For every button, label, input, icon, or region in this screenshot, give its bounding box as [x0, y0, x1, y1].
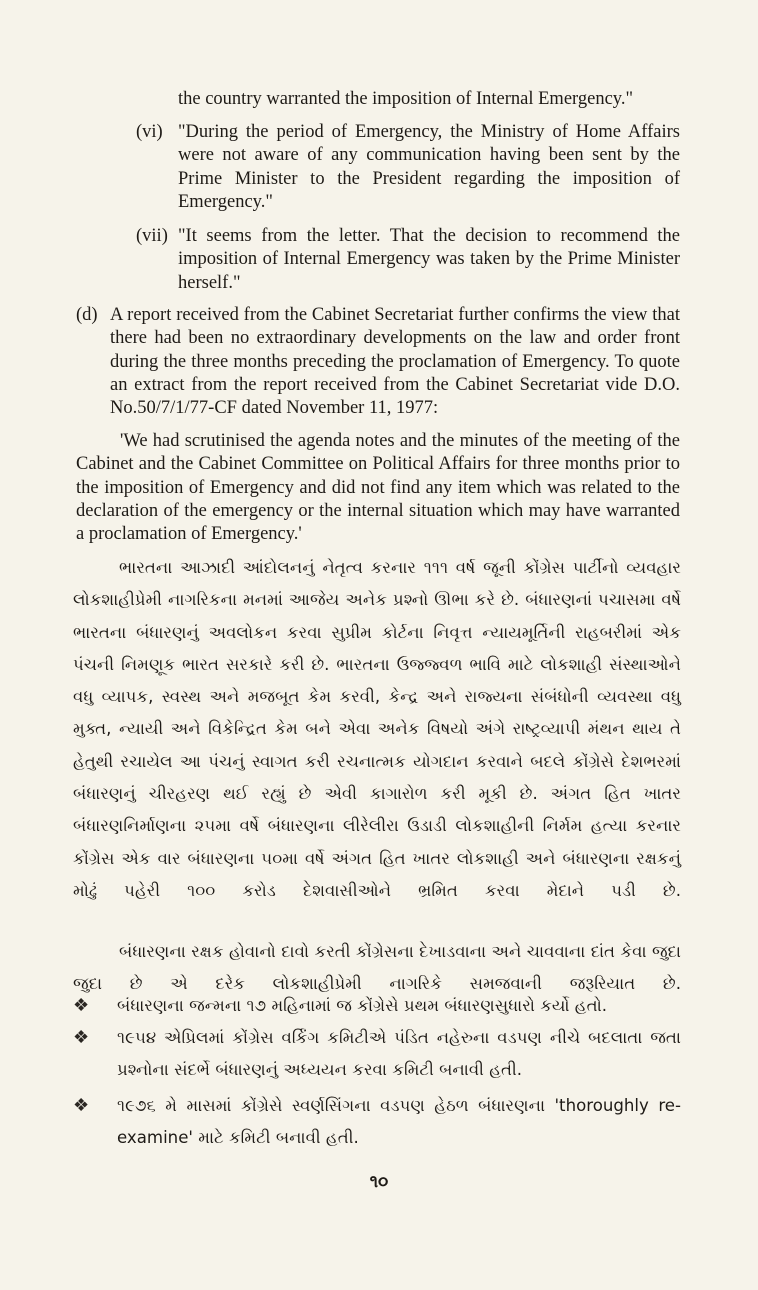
quote-vii	[136, 225, 680, 295]
quote-vii-text: "It seems from the letter. That the decision to recommend the imposition of Internal Emergency was taken by the Prime Minister herself."	[178, 226, 680, 293]
paragraph-d-text: A report received from the Cabinet Secretariat further confirms the view that there had been no extraordinary developments on the law and order front during the three months preceding the proclamation of Emergency. To quote an extract from the report received from the Cabinet Secretariat vide D.O. No.50/7/1/77-CF dated November 11, 1977:	[110, 305, 680, 419]
gujarati-paragraph-1: ભારતના આઝાદી આંદોલનનું નેતૃત્વ કરનાર ૧૧૧ વર્ષ જૂની કોંગ્રેસ પાર્ટીનો વ્યવહાર લોકશાહીપ્રેમી નાગરિકના મનમાં આજેય અનેક પ્રશ્નો ઊભા કરે છે. બંધારણનાં પચાસમા વર્ષે ભારતના બંધારણનું અવલોકન કરવા સુપ્રીમ કોર્ટના નિવૃત્ત ન્યાયમૂર્તિની રાહબરીમાં એક પંચની નિમણૂક ભારત સરકારે કરી છે. ભારતના ઉજ્જ્વળ ભાવિ માટે લોકશાહી સંસ્થાઓને વધુ વ્યાપક, સ્વસ્થ અને મજબૂત કેમ કરવી, કેન્દ્ર અને રાજ્યના સંબંધોની વ્યવસ્થા વધુ મુક્ત, ન્યાયી અને વિકેન્દ્રિત કેમ બને એવા અનેક વિષયો અંગે રાષ્ટ્રવ્યાપી મંથન થાય તે હેતુથી રચાયેલ આ પંચનું સ્વાગત કરી રચનાત્મક યોગદાન કરવાને બદલે કોંગ્રેસે દેશભરમાં બંધારણનું ચીરહરણ થઈ રહ્યું છે એવી કાગારોળ કરી મૂકી છે. અંગત હિત ખાતર બંધારણનિર્માણના ૨૫મા વર્ષે બંધારણના લીરેલીરા ઉડાડી લોકશાહીની નિર્મમ હત્યા કરનાર કોંગ્રેસ એક વાર બંધારણના ૫૦મા વર્ષે અંગત હિત ખાતર લોકશાહી અને બંધારણના રક્ષકનું મોઢું પહેરી ૧૦૦ કરોડ દેશવાસીઓને ભ્રમિત કરવા મેદાને પડી છે.	[73, 558, 681, 900]
bullet-item-1	[73, 990, 681, 1022]
quote-vii-number: (vii)	[136, 226, 168, 246]
page-number: ૧૦	[369, 1172, 389, 1192]
bullet-item-3-text: ૧૯૭૬ મે માસમાં કોંગ્રેસે સ્વર્ણસિંગના વડપણ હેઠળ બંધારણના 'thoroughly re-examine' માટે કમિટી બનાવી હતી.	[117, 1096, 681, 1148]
quote-vi-number: (vi)	[136, 122, 163, 142]
quote-vi	[136, 121, 680, 214]
bullet-item-2	[73, 1022, 681, 1087]
quote-v-continuation: the country warranted the imposition of Internal Emergency."	[178, 89, 634, 109]
cabinet-extract-quote: 'We had scrutinised the agenda notes and the minutes of the meeting of the Cabinet and the Cabinet Committee on Political Affairs for three months prior to the imposition of Emergency and did not find any item which was related to the declaration of the emergency or the internal situation which may have warranted a proclamation of Emergency.'	[76, 431, 680, 545]
quote-vi-text: "During the period of Emergency, the Ministry of Home Affairs were not aware of any communication having been sent by the Prime Minister to the President regarding the imposition of Emergency."	[178, 122, 680, 212]
paragraph-d-number: (d)	[76, 305, 98, 325]
paragraph-d	[76, 304, 680, 420]
bullet-item-2-text: ૧૯૫૪ એપ્રિલમાં કોંગ્રેસ વર્કિંગ કમિટીએ પંડિત નહેરુના વડપણ નીચે બદલાતા જતા પ્રશ્નોના સંદર્ભે બંધારણનું અધ્યયન કરવા કમિટી બનાવી હતી.	[117, 1028, 681, 1080]
gujarati-paragraph-2: બંધારણના રક્ષક હોવાનો દાવો કરતી કોંગ્રેસના દેખાડવાના અને ચાવવાના દાંત કેવા જુદા જુદા છે એ દરેક લોકશાહીપ્રેમી નાગરિકે સમજવાની જરૂરિયાત છે.	[73, 942, 681, 994]
diamond-flower-icon: ❖	[73, 995, 90, 1016]
diamond-flower-icon: ❖	[73, 1095, 90, 1116]
diamond-flower-icon: ❖	[73, 1027, 90, 1048]
bullet-item-1-text: બંધારણના જન્મના ૧૭ મહિનામાં જ કોંગ્રેસે પ્રથમ બંધારણસુધારો કર્યો હતો.	[117, 996, 608, 1015]
bullet-item-3	[73, 1090, 681, 1155]
